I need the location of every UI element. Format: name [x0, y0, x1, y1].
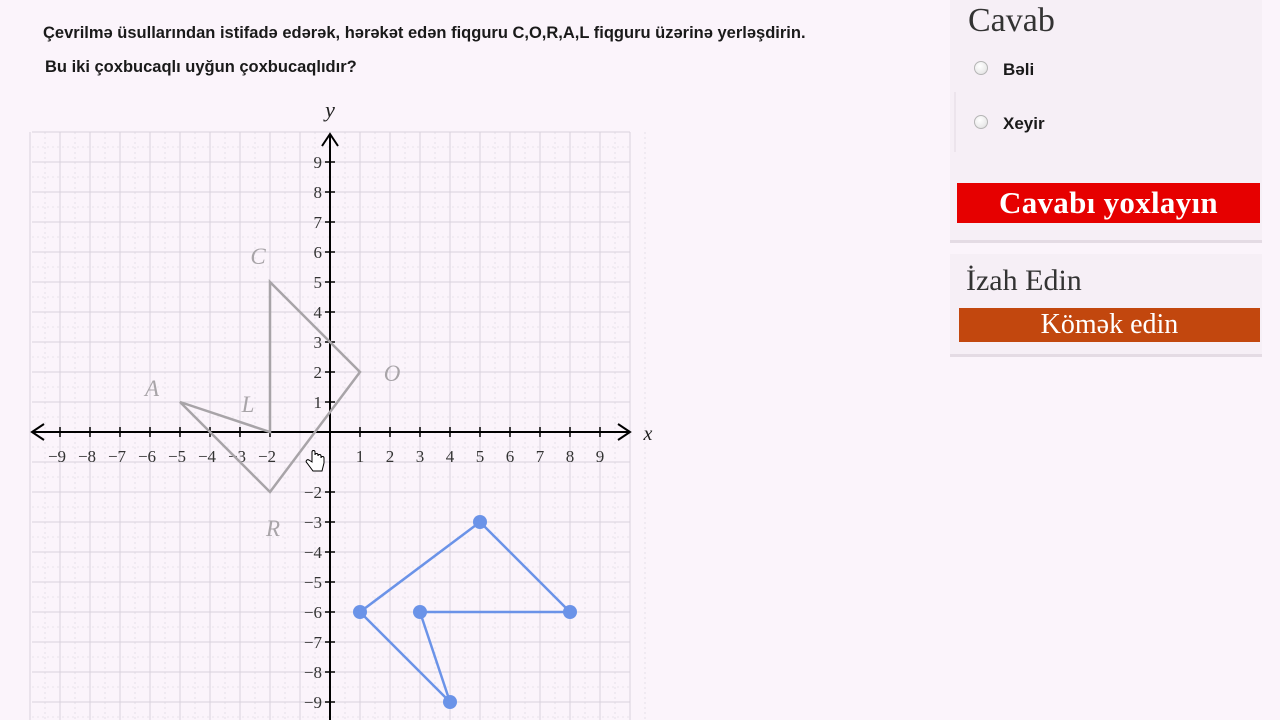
y-tick-label: −6 — [303, 603, 322, 622]
y-tick-label: −9 — [303, 693, 322, 712]
radio-button-no[interactable] — [974, 115, 988, 129]
vertex-label-a: A — [144, 376, 160, 401]
x-tick-label: 2 — [385, 447, 395, 466]
x-tick-label: −8 — [77, 447, 97, 466]
radio-button-yes[interactable] — [974, 61, 988, 75]
x-tick-label: −7 — [107, 447, 127, 466]
y-tick-label: 3 — [313, 333, 322, 352]
answer-panel — [950, 0, 1262, 243]
y-tick-label: −4 — [303, 543, 322, 562]
vertex-label-c: C — [250, 244, 266, 269]
question-line-2: Bu iki çoxbucaqlı uyğun çoxbucaqlıdır? — [45, 58, 357, 76]
x-tick-label: −4 — [197, 447, 217, 466]
option-no-label: Xeyir — [1003, 114, 1045, 133]
x-tick-label: 6 — [505, 447, 515, 466]
moving-polygon-vertex-handle[interactable] — [473, 515, 487, 529]
vertex-label-o: O — [383, 361, 401, 386]
vertex-label-l: L — [241, 392, 255, 417]
y-tick-label: 7 — [313, 213, 322, 232]
y-tick-label: 8 — [313, 183, 322, 202]
option-no[interactable] — [974, 110, 1045, 134]
hand-cursor-icon — [306, 451, 324, 472]
x-tick-label: 3 — [415, 447, 425, 466]
answer-title: Cavab — [968, 2, 1055, 39]
y-tick-label: −2 — [303, 483, 322, 502]
y-tick-label: 2 — [313, 363, 322, 382]
moving-polygon-vertex-handle[interactable] — [563, 605, 577, 619]
x-tick-label: 1 — [355, 447, 365, 466]
question-line-1: Çevrilmə üsullarından istifadə edərək, hərəkət edən fiqguru C,O,R,A,L fiqguru üzərinə yerləşdirin. — [43, 24, 806, 42]
y-tick-label: 9 — [313, 153, 322, 172]
y-tick-label: −5 — [303, 573, 322, 592]
y-tick-label: 5 — [313, 273, 322, 292]
vertex-label-r: R — [265, 516, 281, 541]
x-tick-label: −5 — [167, 447, 187, 466]
moving-polygon-vertex-handle[interactable] — [413, 605, 427, 619]
help-button[interactable]: Kömək edin — [959, 308, 1260, 342]
y-tick-label: 6 — [313, 243, 322, 262]
y-axis-label: y — [325, 97, 335, 122]
x-tick-label: −9 — [47, 447, 67, 466]
option-divider — [954, 92, 962, 152]
x-axis-label: x — [643, 423, 653, 445]
explain-title: İzah Edin — [966, 264, 1082, 297]
x-tick-label: 8 — [565, 447, 575, 466]
y-tick-label: −3 — [303, 513, 322, 532]
x-tick-label: −2 — [257, 447, 277, 466]
moving-polygon-vertex-handle[interactable] — [443, 695, 457, 709]
x-tick-label: 7 — [535, 447, 545, 466]
x-tick-label: 4 — [445, 447, 455, 466]
y-tick-label: −7 — [303, 633, 322, 652]
x-tick-label: −3 — [227, 447, 247, 466]
y-tick-label: 4 — [313, 303, 322, 322]
moving-polygon-vertex-handle[interactable] — [353, 605, 367, 619]
option-yes-label: Bəli — [1003, 60, 1035, 79]
explain-panel — [950, 254, 1262, 357]
check-answer-button[interactable]: Cavabı yoxlayın — [957, 183, 1260, 223]
y-tick-label: −8 — [303, 663, 322, 682]
x-tick-label: 5 — [475, 447, 485, 466]
x-tick-label: 9 — [595, 447, 605, 466]
x-tick-label: −6 — [137, 447, 157, 466]
y-tick-label: 1 — [313, 393, 322, 412]
option-yes[interactable] — [974, 56, 1034, 80]
